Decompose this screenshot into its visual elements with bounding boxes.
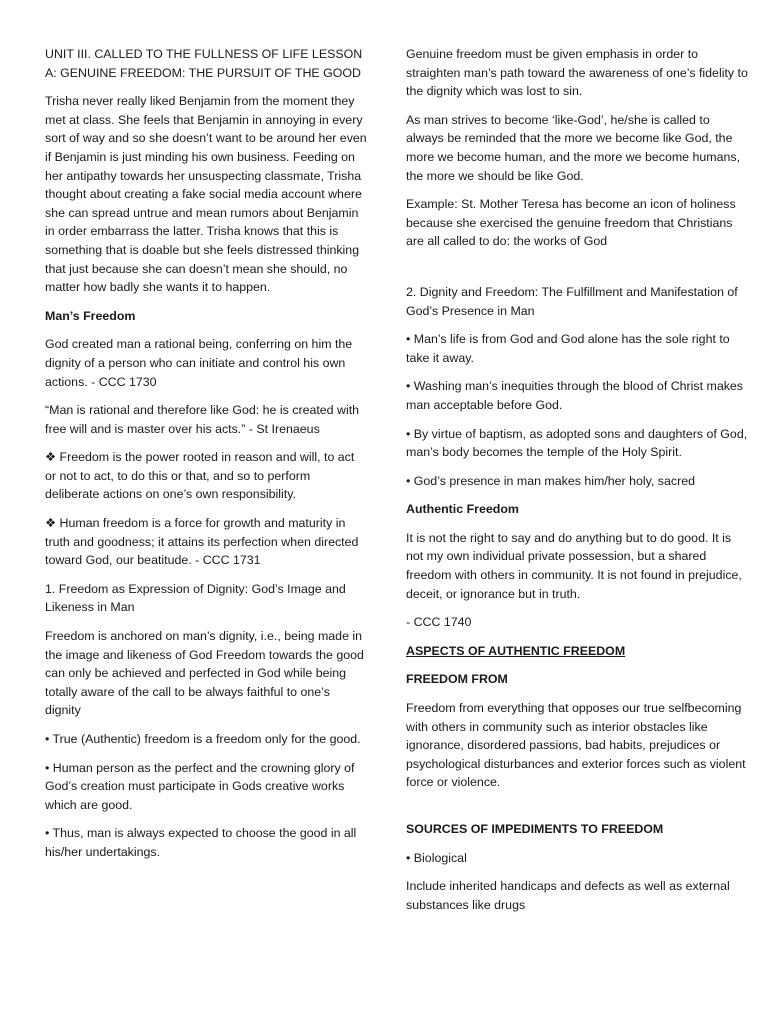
section-heading-aspects: ASPECTS OF AUTHENTIC FREEDOM: [406, 643, 626, 658]
bullet-biological: • Biological: [406, 850, 467, 865]
bullet-human-freedom: ❖ Human freedom is a force for growth and maturity in truth and goodness; it attains its perfection when directed toward God, our beatitude. - CCC 1731: [45, 516, 359, 568]
paragraph-freedom-anchored: Freedom is anchored on man’s dignity, i.e., being made in the image and likeness of God Freedom towards the good can only be achieved and perfected in God while being totally aware of the call to be always faithful to one’s dignity: [45, 629, 364, 718]
bullet-choose-good: • Thus, man is always expected to choose the good in all his/her undertakings.: [45, 826, 357, 859]
left-column: [45, 45, 367, 872]
section-heading-impediments: SOURCES OF IMPEDIMENTS TO FREEDOM: [406, 822, 664, 836]
right-column: [406, 45, 750, 924]
section-heading-mans-freedom: Man’s Freedom: [45, 308, 136, 323]
scenario-paragraph: Trisha never really liked Benjamin from the moment they met at class. She feels that Benjamin in annoying in every sort of way and so she doesn’t want to be around her even if Benjamin is just minding his own business. Feeding on her antipathy towards her unsuspecting classmate, Trisha thought about creating a fake social media account where she can spread untrue and mean rumors about Benjamin in order embarrass the latter. Trisha knows that this is something that is doable but she feels distressed thinking that just because she can doesn’t mean she should, no matter how badly she wants it to happen.: [45, 94, 367, 295]
bullet-freedom-power: ❖ Freedom is the power rooted in reason and will, to act or not to act, to do this or that, and so to perform deliberate actions on one’s own responsibility.: [45, 450, 355, 502]
paragraph-genuine-freedom: Genuine freedom must be given emphasis in order to straighten man’s path toward the awareness of one’s fidelity to the dignity which was lost to sin.: [406, 47, 748, 99]
bullet-baptism: • By virtue of baptism, as adopted sons and daughters of God, man’s body becomes the temple of the Holy Spirit.: [406, 426, 748, 460]
bullet-mans-life: • Man’s life is from God and God alone has the sole right to take it away.: [406, 332, 730, 365]
section-heading-freedom-from: FREEDOM FROM: [406, 672, 508, 687]
unit-title: UNIT III. CALLED TO THE FULLNESS OF LIFE LESSON A: GENUINE FREEDOM: THE PURSUIT OF THE GOOD: [45, 47, 363, 80]
bullet-true-freedom: • True (Authentic) freedom is a freedom only for the good.: [45, 732, 361, 746]
subheading-freedom-dignity: 1. Freedom as Expression of Dignity: God’s Image and Likeness in Man: [45, 581, 346, 615]
paragraph-like-god: As man strives to become ‘like-God’, he/she is called to always be reminded that the more we become like God, the more we become human, and the more we become humans, the more we should be like God.: [406, 112, 741, 183]
bullet-washing-inequities: • Washing man’s inequities through the blood of Christ makes man acceptable before God.: [406, 379, 743, 412]
citation-ccc-1740: - CCC 1740: [406, 615, 472, 630]
paragraph-inherited-handicaps: Include inherited handicaps and defects as well as external substances like drugs: [406, 879, 730, 912]
paragraph-authentic-freedom: It is not the right to say and do anything but to do good. It is not my own individual private possession, but a shared freedom with others in community. It is not found in prejudice, deceit, or ignorance but in truth.: [406, 530, 742, 601]
section-heading-authentic-freedom: Authentic Freedom: [406, 502, 519, 517]
paragraph-ccc-1730: God created man a rational being, conferring on him the dignity of a person who can initiate and control his own actions. - CCC 1730: [45, 337, 353, 389]
bullet-gods-presence: • God’s presence in man makes him/her holy, sacred: [406, 473, 695, 488]
bullet-human-person: • Human person as the perfect and the crowning glory of God’s creation must participate in Gods creative works which are good.: [45, 760, 355, 812]
paragraph-example-teresa: Example: St. Mother Teresa has become an icon of holiness because she exercised the genuine freedom that Christians are all called to do: the works of God: [406, 197, 736, 249]
paragraph-freedom-from: Freedom from everything that opposes our true selfbecoming with others in community such as interior obstacles like ignorance, disordered passions, bad habits, prejudices or psychological disturbances and exterior forces such as violent force or violence.: [406, 701, 746, 790]
subheading-dignity-freedom: 2. Dignity and Freedom: The Fulfillment and Manifestation of God’s Presence in Man: [406, 284, 738, 318]
quote-st-irenaeus: “Man is rational and therefore like God: he is created with free will and is master over his acts.” - St Irenaeus: [45, 403, 360, 436]
